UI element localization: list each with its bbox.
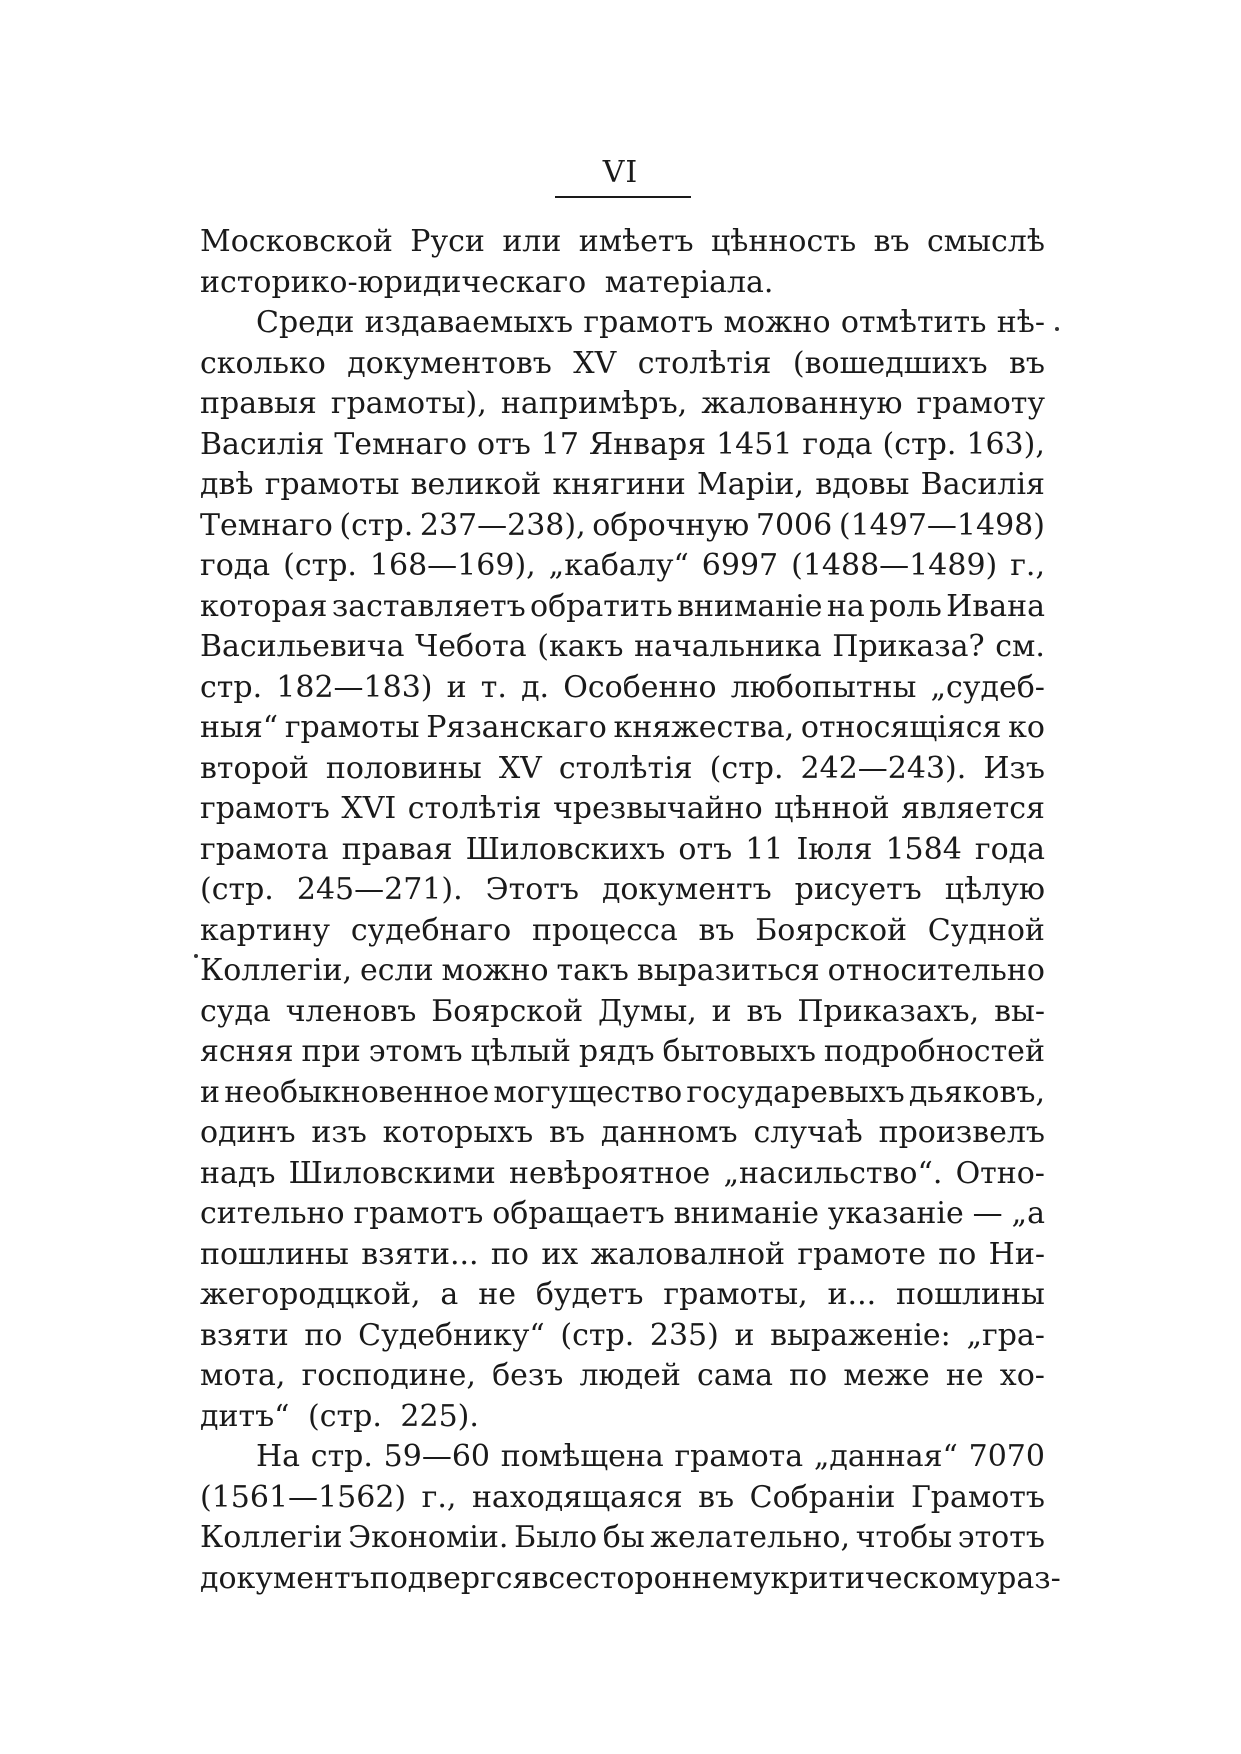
text-line: и необыкновенное могущество государевыхъ дьяковъ, <box>200 1074 1045 1110</box>
text-line: (1561—1562) г., находящаяся въ Собраніи Грамотъ <box>200 1479 1045 1515</box>
text-line: Темнаго (стр. 237—238), оброчную 7006 (1497—1498) <box>200 507 1045 543</box>
text-line: грамота правая Шиловскихъ отъ 11 Іюля 1584 года <box>200 831 1045 867</box>
text-line: правыя грамоты), напримѣръ, жалованную грамоту <box>200 386 1045 421</box>
text-line: второй половины XV столѣтія (стр. 242—243). Изъ <box>200 750 1045 786</box>
text-line: пошлины взяти... по их жаловалной грамоте по Ни- <box>200 1236 1045 1272</box>
text-line: документъ подвергся всестороннему критическому раз- <box>200 1560 1061 1596</box>
text-line: стр. 182—183) и т. д. Особенно любопытны „судеб- <box>200 669 1045 705</box>
text-line: сколько документовъ XV столѣтія (вошедшихъ въ <box>200 345 1045 381</box>
text-line: года (стр. 168—169), „кабалу“ 6997 (1488—1489) г., <box>200 548 1045 583</box>
text-line: которая заставляетъ обратить вниманіе на роль Ивана <box>200 588 1045 624</box>
header-rule <box>555 196 691 198</box>
text-line: ясняя при этомъ цѣлый рядъ бытовыхъ подробностей <box>200 1034 1045 1069</box>
stray-mark <box>194 954 198 958</box>
text-line: (стр. 245—271). Этотъ документъ рисуетъ цѣлую <box>200 872 1045 907</box>
text-line: ныя“ грамоты Рязанскаго княжества, относящіяся ко <box>200 710 1045 745</box>
stray-mark <box>1055 327 1059 331</box>
text-line: На стр. 59—60 помѣщена грамота „данная“ 7070 <box>256 1439 1045 1474</box>
text-line: двѣ грамоты великой княгини Маріи, вдовы Василія <box>200 467 1045 502</box>
text-line: Коллегіи, если можно такъ выразиться относительно <box>200 953 1045 988</box>
text-line: мота, господине, безъ людей сама по меже не хо- <box>200 1358 1045 1393</box>
text-line: взяти по Судебнику“ (стр. 235) и выраженіе: „гра- <box>200 1317 1045 1353</box>
body-text <box>200 222 1061 1599</box>
text-line: Коллегіи Экономіи. Было бы желательно, чтобы этотъ <box>200 1520 1045 1555</box>
text-line: сительно грамотъ обращаетъ вниманіе указаніе — „а <box>200 1196 1045 1231</box>
text-line: Василія Темнаго отъ 17 Января 1451 года (стр. 163), <box>200 426 1045 462</box>
text-line: Среди издаваемыхъ грамотъ можно отмѣтить нѣ- <box>256 305 1045 340</box>
text-line: суда членовъ Боярской Думы, и въ Приказахъ, вы- <box>200 993 1045 1029</box>
text-line: Московской Руси или имѣетъ цѣнность въ смыслѣ <box>200 224 1045 259</box>
text-line: Васильевича Чебота (какъ начальника Приказа? см. <box>200 629 1045 664</box>
text-line: надъ Шиловскими невѣроятное „насильство“. Отно- <box>200 1155 1045 1191</box>
page-number: VI <box>602 155 639 190</box>
text-line: картину судебнаго процесса въ Боярской Судной <box>200 912 1045 948</box>
text-line: одинъ изъ которыхъ въ данномъ случаѣ произвелъ <box>200 1115 1045 1150</box>
text-line: грамотъ XVI столѣтія чрезвычайно цѣнной является <box>200 791 1045 826</box>
text-line: дитъ“ (стр. 225). <box>200 1398 479 1434</box>
text-line: историко-юридическаго матеріала. <box>200 264 774 300</box>
text-line: жегородцкой, а не будетъ грамоты, и... пошлины <box>200 1277 1045 1312</box>
